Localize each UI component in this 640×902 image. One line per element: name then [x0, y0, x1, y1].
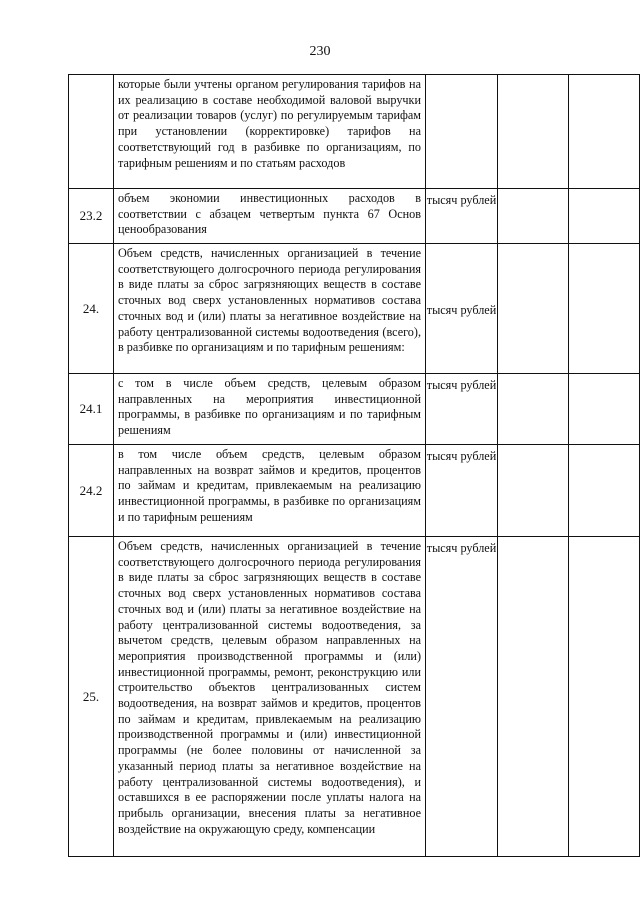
row-number: 24.1	[69, 374, 114, 445]
row-number: 23.2	[69, 189, 114, 244]
value-cell	[498, 537, 569, 857]
row-unit: тысяч рублей	[426, 445, 498, 537]
table-row	[69, 374, 640, 445]
table-row	[69, 445, 640, 537]
table-row	[69, 189, 640, 244]
row-unit: тысяч рублей	[426, 189, 498, 244]
table-row	[69, 244, 640, 374]
value-cell	[569, 244, 640, 374]
value-cell	[569, 537, 640, 857]
row-description: Объем средств, начисленных организацией в течение соответствующего долгосрочного периода регулирования в виде платы за сброс загрязняющих веществ в составе сточных вод сверх установленных нормативов состава сточных вод и (или) платы за негативное воздействие на работу централизованной системы водоотведения, за вычетом средств, целевым образом направленных на мероприятия производственной программы и (или) инвестиционной программы, ремонт, реконструкцию или строительство объектов централизованных систем водоотведения, на возврат займов и кредитов, процентов по займам и кредитам, привлекаемым на реализацию производственной программы и (или) инвестиционной программы (не более половины от начисленной за указанный период платы за негативное воздействие на работу централизованной системы водоотведения), и оставшихся в ее распоряжении после уплаты налога на прибыль организации, внесения платы за негативное воздействие на окружающую среду, компенсации	[114, 537, 426, 857]
row-description: в том числе объем средств, целевым образом направленных на возврат займов и кредитов, процентов по займам и кредитам, привлекаемым на реализацию инвестиционной программы, в разбивке по организациям и по тарифным решениям	[114, 445, 426, 537]
value-cell	[498, 75, 569, 189]
page-number: 230	[309, 44, 331, 59]
value-cell	[569, 75, 640, 189]
table-row	[69, 75, 640, 189]
value-cell	[569, 189, 640, 244]
value-cell	[498, 374, 569, 445]
indicator-table	[68, 74, 640, 857]
value-cell	[498, 189, 569, 244]
row-unit: тысяч рублей	[426, 244, 498, 374]
row-description: которые были учтены органом регулирования тарифов на их реализацию в составе необходимой валовой выручки от реализации товаров (услуг) по регулируемым тарифам при установлении (корректировке) тарифов на соответствующий год в разбивке по организациям, по тарифным решениям и по статьям расходов	[114, 75, 426, 189]
row-number: 24.2	[69, 445, 114, 537]
row-number: 24.	[69, 244, 114, 374]
value-cell	[569, 445, 640, 537]
row-description: Объем средств, начисленных организацией в течение соответствующего долгосрочного периода регулирования в виде платы за сброс загрязняющих веществ в составе сточных вод сверх установленных нормативов состава сточных вод и (или) платы за негативное воздействие на работу централизованной системы водоотведения (всего), в разбивке по организациям и по тарифным решениям:	[114, 244, 426, 374]
row-description: объем экономии инвестиционных расходов в соответствии с абзацем четвертым пункта 67 Основ ценообразования	[114, 189, 426, 244]
row-number	[69, 75, 114, 189]
table-row	[69, 537, 640, 857]
value-cell	[498, 244, 569, 374]
row-description: с том в числе объем средств, целевым образом направленных на мероприятия инвестиционной программы, в разбивке по организациям и по тарифным решениям	[114, 374, 426, 445]
value-cell	[569, 374, 640, 445]
row-unit	[426, 75, 498, 189]
row-unit: тысяч рублей	[426, 374, 498, 445]
row-unit: тысяч рублей	[426, 537, 498, 857]
row-number: 25.	[69, 537, 114, 857]
value-cell	[498, 445, 569, 537]
